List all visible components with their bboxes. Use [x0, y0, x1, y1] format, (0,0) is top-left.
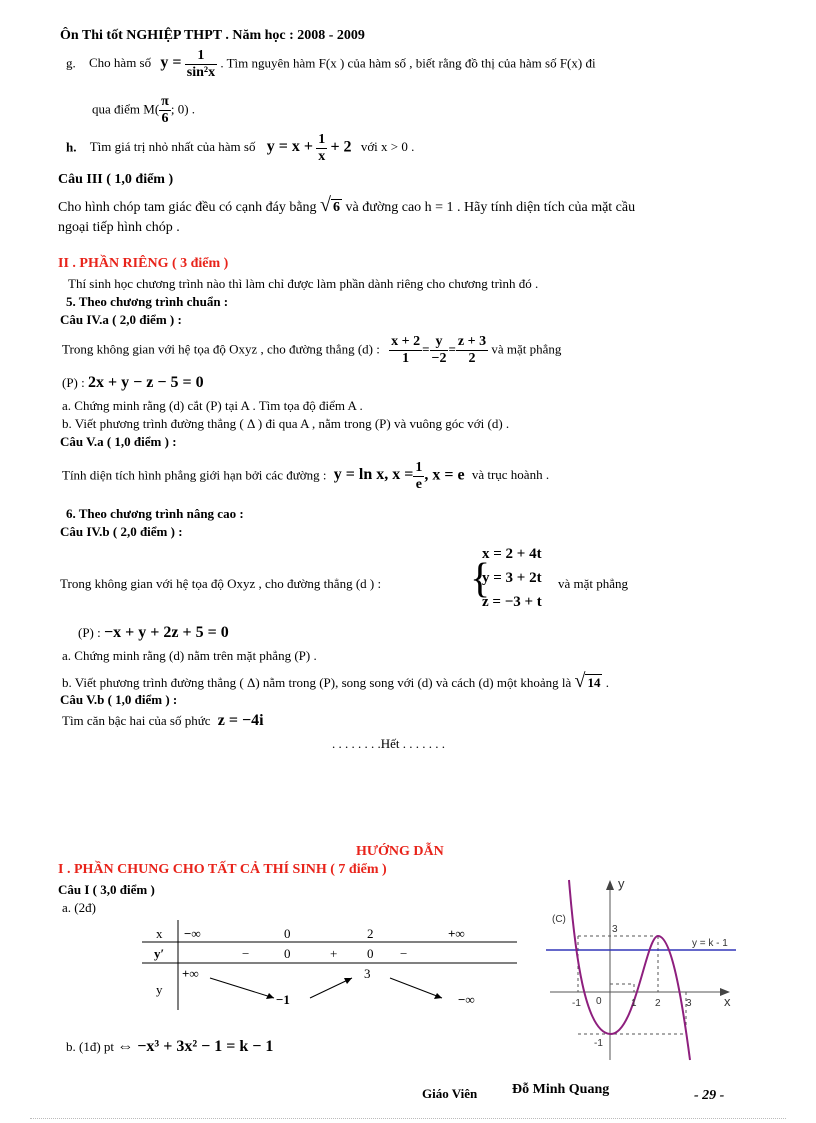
g-frac-den: sin²x	[186, 65, 216, 80]
g-point-fraction	[159, 94, 171, 127]
table-yp-val-3: +	[330, 946, 338, 961]
g-pt-num: π	[161, 94, 169, 109]
cau4a-frac1	[389, 334, 422, 367]
cau4a-f3-den: 2	[468, 351, 476, 366]
guide-cau1-title: Câu I ( 3,0 điểm )	[58, 882, 155, 897]
g-pt-den: 6	[161, 111, 169, 126]
table-x-val-4: +∞	[448, 926, 465, 941]
cau4a-f2-den: −2	[431, 351, 447, 366]
guide-b-label: b. (1đ) pt	[66, 1039, 115, 1054]
section-5-title: 5. Theo chương trình chuẩn :	[66, 294, 229, 309]
table-yp-val-4: 0	[367, 946, 374, 961]
cau4a-plane: 2x + y − z − 5 = 0	[88, 374, 204, 391]
graph-line-label: y = k - 1	[692, 938, 728, 949]
part2-intro: Thí sinh học chương trình nào thì làm chỉ được làm phần dành riêng cho chương trình đó .	[68, 276, 539, 291]
cau4b-b-end: .	[605, 675, 609, 690]
page-number: - 29 -	[694, 1088, 725, 1103]
graph-origin: 0	[596, 996, 602, 1007]
cau5a-frac-den: e	[415, 477, 422, 492]
cau5a-line	[62, 460, 549, 493]
graph-tick-2x: 2	[655, 998, 661, 1009]
variation-table	[142, 920, 517, 1010]
g-y-eq: y =	[160, 54, 182, 72]
cau3-text-b: và đường cao h = 1 . Hãy tính diện tích của mặt cầu	[345, 200, 636, 215]
cau5a-expr-b: , x = e	[424, 466, 465, 484]
cau3-title: Câu III ( 1,0 điểm )	[58, 172, 174, 187]
table-y-val-1: +∞	[182, 966, 199, 981]
table-y-val-4: −∞	[458, 992, 475, 1007]
cau5a-expr-a: y = ln x, x =	[333, 466, 414, 484]
cau4a-b: b. Viết phương trình đường thẳng ( Δ ) đi qua A , nằm trong (P) và vuông góc với (d) .	[62, 416, 510, 431]
h-label: h.	[66, 139, 77, 155]
g-frac-num: 1	[185, 48, 217, 65]
cau4a-title: Câu IV.a ( 2,0 điểm ) :	[60, 312, 182, 327]
cau4b-sys1: x = 2 + 4t	[482, 546, 542, 562]
footer-teacher-label: Giáo Viên	[422, 1086, 478, 1101]
cau4b-after: và mặt phẳng	[558, 576, 629, 591]
cau4b-sqrt: 14	[587, 675, 601, 690]
guide-title: HƯỚNG DẪN	[356, 844, 444, 859]
cau4b-plane: −x + y + 2z + 5 = 0	[104, 624, 229, 641]
cau5b-text: Tìm căn bậc hai của số phức	[62, 713, 211, 728]
cau4a-frac2	[430, 334, 449, 367]
cau4a-f1-den: 1	[402, 351, 410, 366]
cau4a-f3-num: z + 3	[457, 334, 487, 349]
cau4a-after: và mặt phẳng	[491, 341, 562, 357]
cau5a-after: và trục hoành .	[471, 467, 550, 483]
graph-tick-m1y: -1	[594, 1038, 603, 1049]
function-graph	[540, 874, 740, 1064]
cau4b-text: Trong không gian với hệ tọa độ Oxyz , cho đường thẳng (d ) :	[60, 576, 382, 591]
guide-b-expr: ⇔ −x³ + 3x² − 1 = k − 1	[117, 1038, 274, 1055]
cau4a-line1: Trong không gian với hệ tọa độ Oxyz , cho đường thẳng (d) : $\frac{x + 2}{1}$ = $\frac{y}{-2}$ = $\frac{z + 3}{2}$ và mặt phẳng	[62, 334, 562, 366]
section-6-title: 6. Theo chương trình nâng cao :	[66, 506, 244, 521]
h-frac-den: x	[318, 149, 326, 164]
cau4b-b-line: b. Viết phương trình đường thẳng ( Δ) nằm trong (P), song song với (d) và cách (d) một khoảng là √ 14 .	[62, 670, 609, 692]
guide-part-b	[66, 1038, 273, 1056]
footer-teacher-name: Đỗ Minh Quang	[512, 1082, 610, 1097]
table-x-val-2: 0	[284, 926, 291, 941]
graph-tick-1x: 1	[631, 998, 637, 1009]
table-yp-val-5: −	[400, 946, 408, 961]
cau4b-title: Câu IV.b ( 2,0 điểm ) :	[60, 524, 183, 539]
g-text: . Tìm nguyên hàm F(x ) của hàm số , biết rằng đồ thị của hàm số F(x) đi	[220, 55, 596, 71]
graph-x-label: x	[724, 994, 731, 1009]
page-header: Ôn Thi tốt NGHIỆP THPT . Năm học : 2008 - 2009	[60, 28, 365, 43]
table-x-val-1: −∞	[184, 926, 201, 941]
cau4a-frac3	[456, 334, 488, 367]
h-fraction	[316, 132, 327, 165]
end-marker: . . . . . . . .Hết . . . . . . .	[332, 736, 446, 751]
g-fraction	[185, 48, 217, 81]
graph-tick-3x: 3	[686, 998, 692, 1009]
cau3-sqrt: 6	[333, 200, 341, 215]
graph-y-label: y	[618, 876, 625, 891]
g-label: g.	[66, 55, 76, 71]
cau3-line1: Cho hình chóp tam giác đều có cạnh đáy bằng √ 6 và đường cao h = 1 . Hãy tính diện tích của mặt cầu	[58, 194, 636, 216]
part2-title: II . PHẦN RIÊNG ( 3 điểm )	[58, 256, 229, 271]
table-y-val-3: 3	[364, 966, 371, 981]
footer-divider	[30, 1118, 786, 1119]
cau4b-sys3: z = −3 + t	[482, 594, 542, 610]
g-prefix: Cho hàm số	[89, 55, 152, 71]
cau5b-title: Câu V.b ( 1,0 điểm ) :	[60, 692, 178, 707]
table-yp-val-2: 0	[284, 946, 291, 961]
cau4a-plane-label: (P) :	[62, 375, 85, 390]
g-line2-suffix: ; 0) .	[170, 101, 196, 117]
cau5a-fraction	[413, 460, 424, 493]
table-y-val-2: −1	[276, 992, 290, 1007]
cau3-line2: ngoại tiếp hình chóp .	[58, 220, 180, 235]
table-x-label: x	[156, 926, 163, 941]
graph-tick-m1x: -1	[572, 998, 581, 1009]
table-yp-label: y′	[154, 946, 165, 961]
h-cond: với x > 0 .	[360, 139, 415, 155]
cau5b-expr: z = −4i	[217, 712, 264, 729]
exercise-g-line2	[92, 94, 195, 127]
g-line2-prefix: qua điểm M(	[92, 101, 160, 117]
curve-c	[569, 880, 690, 1060]
exercise-g	[66, 48, 596, 81]
cau4b-system-brace: {	[470, 556, 491, 602]
graph-curve-label: (C)	[552, 914, 566, 925]
cau4a-f1-num: x + 2	[391, 334, 421, 349]
cau4b-a: a. Chứng minh rằng (d) nằm trên mặt phẳng (P) .	[62, 648, 317, 663]
cau4b-plane-label: (P) :	[78, 625, 101, 640]
guide-part-a: a. (2đ)	[62, 900, 96, 915]
h-text: Tìm giá trị nhỏ nhất của hàm số	[89, 139, 256, 155]
cau4a-a: a. Chứng minh rằng (d) cắt (P) tại A . Tìm tọa độ điểm A .	[62, 398, 363, 413]
guide-part1-title: I . PHẦN CHUNG CHO TẤT CẢ THÍ SINH ( 7 điểm )	[58, 862, 387, 877]
cau4a-f2-num: y	[430, 334, 449, 351]
cau3-text-a: Cho hình chóp tam giác đều có cạnh đáy bằng	[58, 200, 317, 215]
cau4b-b: b. Viết phương trình đường thẳng ( Δ) nằm trong (P), song song với (d) và cách (d) một khoảng là	[62, 675, 572, 690]
cau5a-frac-num: 1	[415, 460, 423, 475]
cau5a-text: Tính diện tích hình phẳng giới hạn bởi các đường :	[62, 467, 327, 483]
table-y-label: y	[156, 982, 163, 997]
cau5a-title: Câu V.a ( 1,0 điểm ) :	[60, 434, 177, 449]
exercise-h	[66, 132, 414, 165]
cau4b-plane-line	[78, 624, 229, 642]
cau4b-sys2: y = 3 + 2t	[482, 570, 542, 586]
h-expr-a: y = x +	[266, 138, 313, 156]
h-frac-num: 1	[318, 132, 326, 147]
cau4a-plane-line	[62, 374, 204, 392]
h-expr-b: + 2	[330, 138, 352, 156]
table-x-val-3: 2	[367, 926, 374, 941]
graph-tick-3y: 3	[612, 924, 618, 935]
cau4a-text: Trong không gian với hệ tọa độ Oxyz , cho đường thẳng (d) :	[62, 341, 380, 357]
cau5b-line	[62, 712, 264, 730]
table-yp-val-1: −	[242, 946, 250, 961]
